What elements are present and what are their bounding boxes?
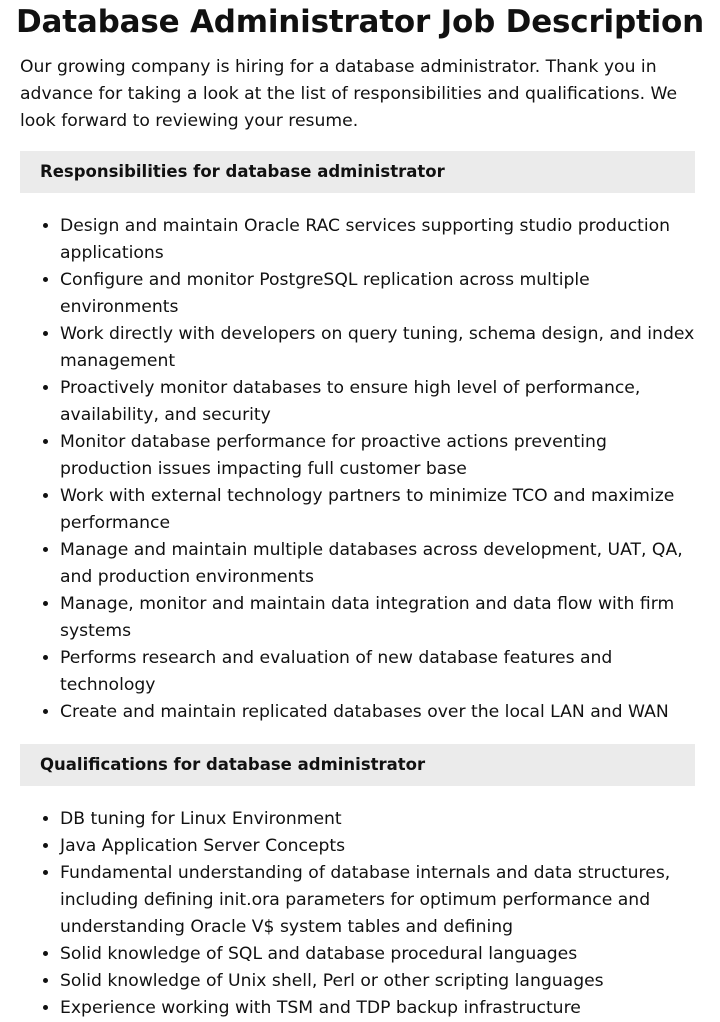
list-item: • Create and maintain replicated databases over the local LAN and WAN [60,699,700,726]
list-item: • Fundamental understanding of database internals and data structures, including defining init.ora parameters for optimum performance and understanding Oracle V$ system tables and defining [60,860,700,941]
list-item: • Work with external technology partners to minimize TCO and maximize performance [60,483,700,537]
list-item: • DB tuning for Linux Environment [60,806,700,833]
qualifications-heading: Qualifications for database administrator [20,744,695,786]
list-item: • Configure and monitor PostgreSQL replication across multiple environments [60,267,700,321]
list-item: • Experience working with TSM and TDP backup infrastructure [60,995,700,1022]
list-item: • Solid knowledge of SQL and database procedural languages [60,941,700,968]
list-item: • Performs research and evaluation of new database features and technology [60,645,700,699]
list-item: • Proactively monitor databases to ensure high level of performance, availability, and security [60,375,700,429]
intro-paragraph: Our growing company is hiring for a database administrator. Thank you in advance for taking a look at the list of responsibilities and qualifications. We look forward to reviewing your resume. [20,57,678,131]
responsibilities-list [0,213,700,726]
list-item: • Monitor database performance for proactive actions preventing production issues impacting full customer base [60,429,700,483]
qualifications-list [0,806,700,1022]
page-title: Database Administrator Job Description [16,4,704,40]
list-item: • Solid knowledge of Unix shell, Perl or other scripting languages [60,968,700,995]
list-item: • Java Application Server Concepts [60,833,700,860]
list-item: • Manage and maintain multiple databases across development, UAT, QA, and production environments [60,537,700,591]
responsibilities-heading: Responsibilities for database administrator [20,151,695,193]
list-item: • Manage, monitor and maintain data integration and data flow with firm systems [60,591,700,645]
list-item: • Design and maintain Oracle RAC services supporting studio production applications [60,213,700,267]
list-item: • Work directly with developers on query tuning, schema design, and index management [60,321,700,375]
